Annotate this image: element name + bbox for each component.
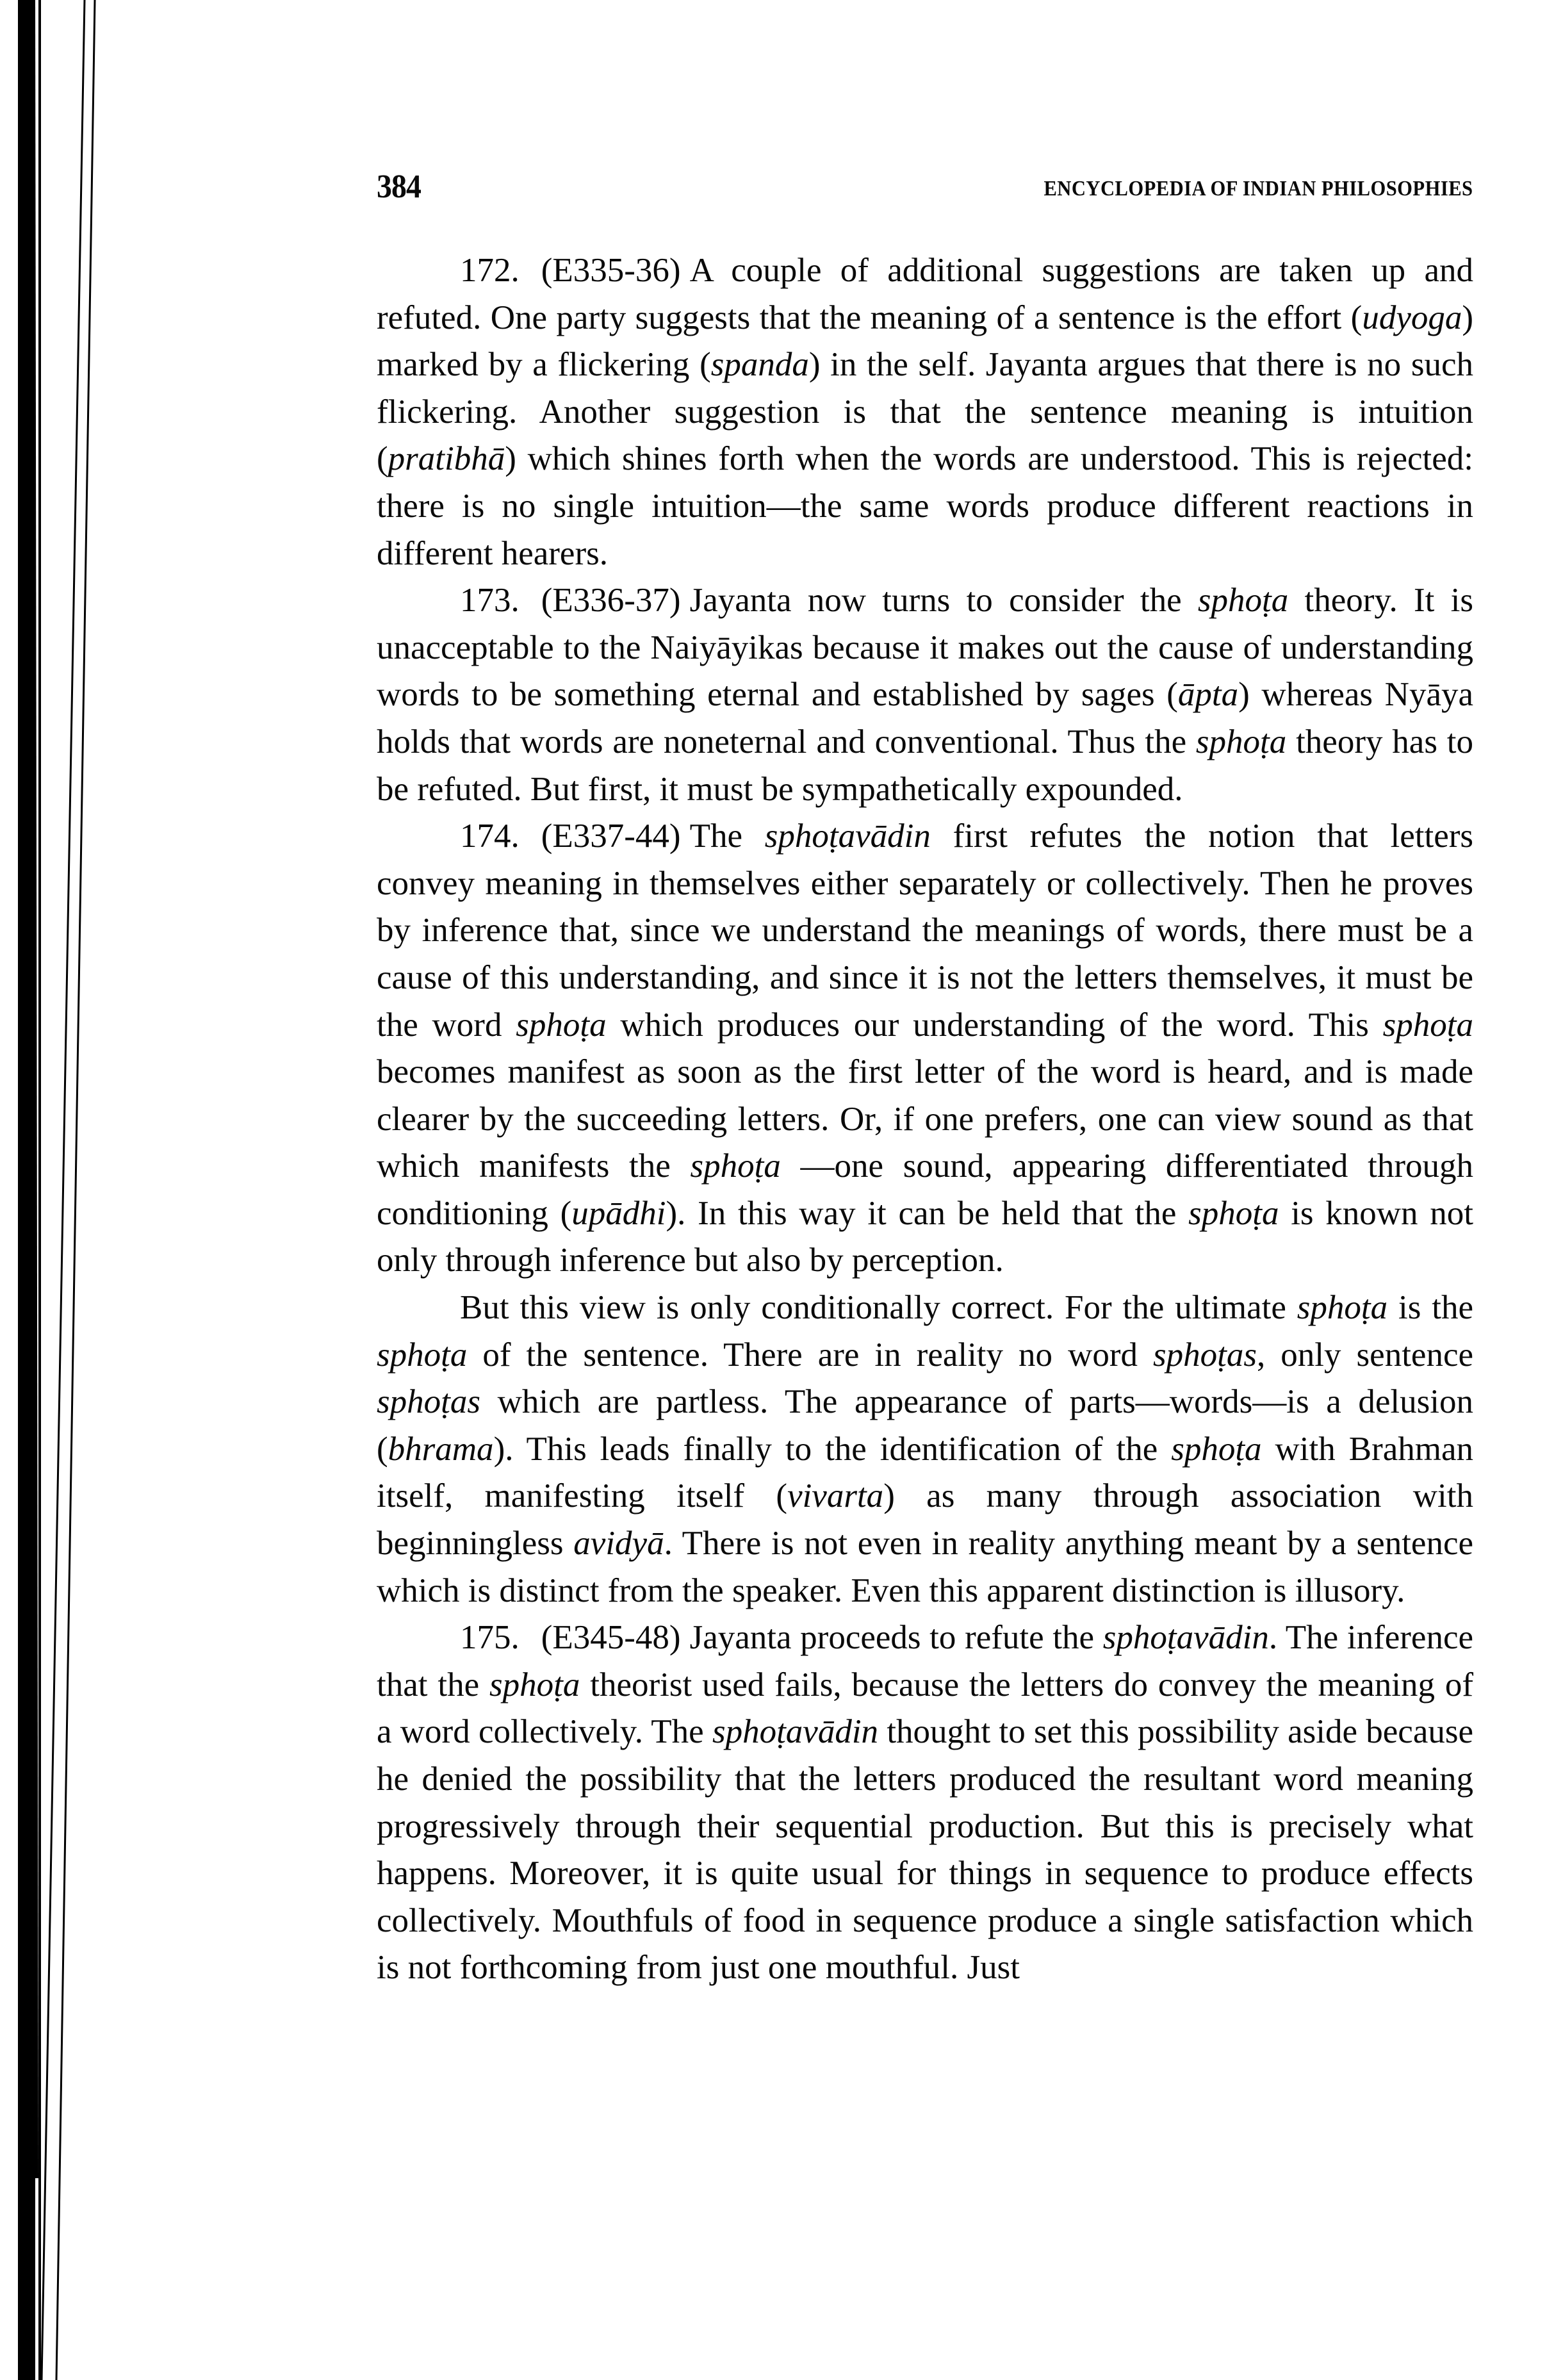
- text-run: . The inference that the: [377, 1619, 1473, 1703]
- text-run: thought to set this possibility aside because he denied the possibility that the letters produced the resultant word meaning progressively through their sequential production. But this is precisely what happens. Moreover, it is quite usual for things in sequence to produce effects collectively. Mouthfuls of food in sequence produce a single satisfaction which is not forthcoming from just one mouthful. Just: [377, 1713, 1473, 1987]
- text-run: Jayanta now turns to consider the: [689, 582, 1198, 620]
- text-run: is the: [1387, 1289, 1473, 1327]
- text-run: —one sound, appearing differentiated through conditioning (: [377, 1147, 1473, 1232]
- text-run: ) whereas Nyāya holds that words are noneternal and conventional. Thus the: [377, 676, 1474, 760]
- edition-reference: (E345-48): [541, 1619, 681, 1657]
- text-run: of the sentence. There are in reality no word: [467, 1336, 1154, 1374]
- text-run: But this view is only conditionally correct. For the ultimate: [460, 1289, 1297, 1327]
- text-run: which produces our understanding of the word. This: [606, 1006, 1383, 1044]
- sanskrit-term: sphoṭa: [1188, 1194, 1279, 1232]
- sanskrit-term: sphoṭa: [489, 1666, 580, 1703]
- text-run: ) in the self. Jayanta argues that there is no such flickering. Another suggestion is that the sentence meaning is intuition (: [377, 346, 1473, 478]
- text-run: becomes manifest as soon as the first letter of the word is heard, and is made clearer by the succeeding letters. Or, if one prefers, one can view sound as that which manifests the: [377, 1053, 1473, 1185]
- text-run: ) marked by a flickering (: [377, 299, 1473, 384]
- sanskrit-term: sphoṭa: [1171, 1430, 1262, 1468]
- sanskrit-term: pratibhā: [388, 440, 505, 478]
- sanskrit-term: bhrama: [388, 1430, 494, 1468]
- sanskrit-term: sphoṭas: [1153, 1336, 1257, 1374]
- text-run: (: [1350, 299, 1363, 336]
- paragraph-number: 173.: [460, 582, 520, 620]
- page-number: 384: [377, 168, 421, 205]
- edition-reference: (E337-44): [541, 817, 681, 855]
- text-run: Jayanta proceeds to refute the: [689, 1619, 1103, 1657]
- text-run: ). This leads finally to the identification of the: [493, 1430, 1172, 1468]
- scan-binding-edge: [0, 0, 128, 2380]
- paragraph-number: 172.: [460, 252, 520, 289]
- sanskrit-term: sphoṭavādin: [712, 1713, 879, 1751]
- sanskrit-term: sphoṭa: [516, 1006, 607, 1044]
- text-run: which are partless. The appearance of parts—words—is a delusion (: [377, 1383, 1473, 1468]
- edition-reference: (E335-36): [541, 252, 681, 289]
- text-run: with Brahman itself, manifesting itself (: [377, 1430, 1474, 1515]
- text-run: . There is not even in reality anything meant by a sentence which is distinct from the speaker. Even this apparent distinction is illusory.: [377, 1525, 1474, 1609]
- paragraph: [377, 813, 1473, 1284]
- paragraph: [377, 247, 1473, 577]
- sanskrit-term: sphoṭavādin: [1102, 1619, 1269, 1657]
- text-run: theory has to be refuted. But first, it must be sympathetically expounded.: [377, 723, 1473, 808]
- text-run: , only sentence: [1257, 1336, 1474, 1374]
- sanskrit-term: sphoṭa: [1297, 1289, 1388, 1327]
- text-run: A couple of additional suggestions are taken up and refuted. One party suggests that the meaning of a sentence is the effort: [377, 252, 1473, 336]
- text-run: theory. It is unacceptable to the Naiyāyikas because it makes out the cause of understanding words to be something eternal and established by sages (: [377, 582, 1473, 714]
- paragraph: [377, 577, 1473, 813]
- body-text: [377, 247, 1473, 1992]
- running-header: [377, 168, 1473, 206]
- text-run: first refutes the notion that letters convey meaning in themselves either separately or collectively. Then he proves by inference that, since we understand the meanings of words, there must be a cause of this understanding, and since it is not the letters themselves, it must be the word: [377, 817, 1473, 1044]
- sanskrit-term: upādhi: [571, 1194, 666, 1232]
- sanskrit-term: sphoṭavādin: [764, 817, 931, 855]
- text-run: is known not only through inference but also by perception.: [377, 1194, 1473, 1279]
- sanskrit-term: sphoṭa: [377, 1336, 468, 1374]
- sanskrit-term: sphoṭa: [1382, 1006, 1473, 1044]
- text-run: ) which shines forth when the words are understood. This is rejected: there is no single intuition—the same words produce different reactions in different hearers.: [377, 440, 1473, 572]
- paragraph: [377, 1614, 1473, 1992]
- text-run: The: [689, 817, 765, 855]
- paragraph: [377, 1284, 1473, 1614]
- sanskrit-term: udyoga: [1362, 299, 1462, 336]
- edition-reference: (E336-37): [541, 582, 681, 620]
- sanskrit-term: vivarta: [787, 1477, 884, 1515]
- running-title: ENCYCLOPEDIA OF INDIAN PHILOSOPHIES: [1043, 177, 1473, 201]
- sanskrit-term: āpta: [1177, 676, 1239, 714]
- sanskrit-term: spanda: [710, 346, 809, 384]
- text-run: ) as many through association with beginningless: [377, 1477, 1473, 1563]
- sanskrit-term: sphoṭas: [377, 1383, 480, 1421]
- paragraph-number: 175.: [460, 1619, 520, 1657]
- sanskrit-term: sphoṭa: [690, 1147, 781, 1185]
- text-run: theorist used fails, because the letters do convey the meaning of a word collectively. The: [377, 1666, 1473, 1751]
- paragraph-number: 174.: [460, 817, 520, 855]
- sanskrit-term: sphoṭa: [1195, 723, 1287, 760]
- text-run: ). In this way it can be held that the: [666, 1194, 1189, 1232]
- sanskrit-term: avidyā: [573, 1525, 664, 1563]
- sanskrit-term: sphoṭa: [1197, 582, 1289, 620]
